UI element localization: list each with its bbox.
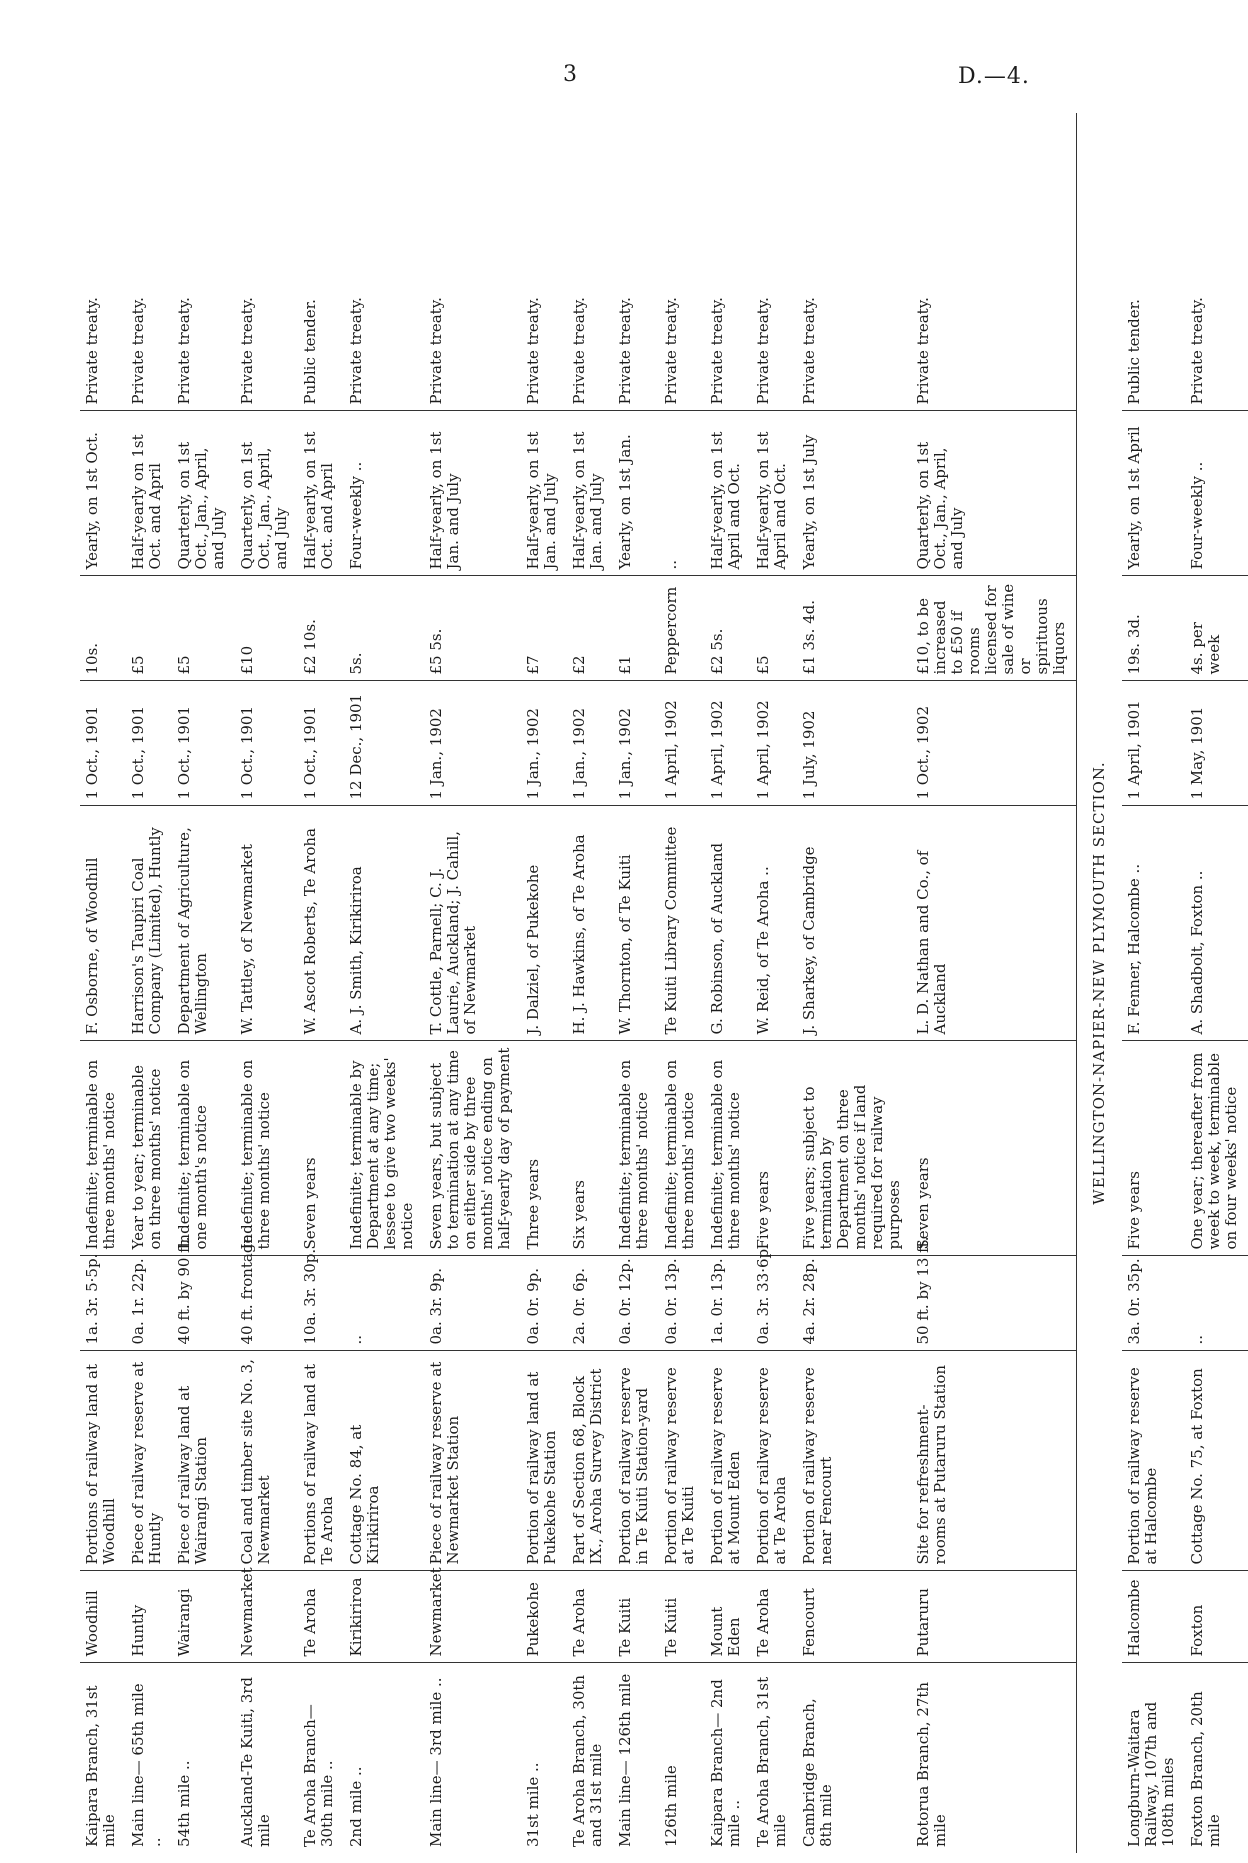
cell-how: Private treaty. bbox=[235, 113, 298, 411]
cell-rent: 4s. per week bbox=[1185, 576, 1248, 681]
cell-lessee: W. Thornton, of Te Kuiti bbox=[613, 806, 659, 1041]
cell-station: Halcombe bbox=[1122, 1571, 1185, 1663]
table-row bbox=[1122, 113, 1185, 1853]
cell-property: Piece of railway reserve at Newmarket Station bbox=[424, 1351, 521, 1571]
cell-rent: £5 bbox=[172, 576, 235, 681]
cell-area: .. bbox=[1185, 1256, 1248, 1351]
document-reference: D.—4. bbox=[958, 64, 1030, 89]
cell-date: 1 Jan., 1902 bbox=[613, 681, 659, 806]
cell-date: 1 April, 1902 bbox=[705, 681, 751, 806]
cell-location: Foxton Branch, 20th mile bbox=[1188, 1691, 1223, 1847]
cell-station: Mount Eden bbox=[705, 1571, 751, 1663]
cell-payable: Yearly, on 1st April bbox=[1122, 411, 1185, 576]
cell-station: Te Kuiti bbox=[613, 1571, 659, 1663]
rotated-table-wrapper bbox=[80, 113, 1240, 1853]
table-row bbox=[751, 113, 797, 1853]
cell-location: 2nd mile .. bbox=[347, 1766, 365, 1847]
cell-term: Indefinite; terminable on three months' notice bbox=[80, 1041, 126, 1256]
cell-property: Portion of railway reserve at Te Kuiti bbox=[659, 1351, 705, 1571]
cell-rent: £1 3s. 4d. bbox=[797, 576, 911, 681]
cell-how: Private treaty. bbox=[424, 113, 521, 411]
cell-lessee: A. Shadbolt, Foxton .. bbox=[1185, 806, 1248, 1041]
cell-area: 1a. 3r. 5·5p. bbox=[80, 1256, 126, 1351]
cell-lessee: H. J. Hawkins, of Te Aroha bbox=[567, 806, 613, 1041]
cell-term: Indefinite; terminable on one month's notice bbox=[172, 1041, 235, 1256]
cell-payable: Yearly, on 1st Oct. bbox=[80, 411, 126, 576]
cell-location: Te Aroha Branch, 31st mile bbox=[754, 1676, 789, 1847]
cell-term: Five years bbox=[751, 1041, 797, 1256]
cell-rent: 5s. bbox=[344, 576, 424, 681]
cell-how: Public tender. bbox=[1122, 113, 1185, 411]
cell-how: Private treaty. bbox=[521, 113, 567, 411]
cell-location: Cambridge Branch, 8th mile bbox=[800, 1698, 835, 1847]
cell-lessee: W. Ascot Roberts, Te Aroha bbox=[298, 806, 344, 1041]
cell-payable: Half-yearly, on 1st Jan. and July bbox=[567, 411, 613, 576]
cell-payable: Half-yearly, on 1st Oct. and April bbox=[298, 411, 344, 576]
cell-area: 3a. 0r. 35p. bbox=[1122, 1256, 1185, 1351]
cell-term: Five years; subject to termination by Department on three months' notice if land required for railway purposes bbox=[797, 1041, 911, 1256]
cell-rent: £5 5s. bbox=[424, 576, 521, 681]
cell-how: Private treaty. bbox=[80, 113, 126, 411]
cell-date: 1 April, 1901 bbox=[1122, 681, 1185, 806]
cell-area: 0a. 3r. 33·6p. bbox=[751, 1256, 797, 1351]
cell-station: Te Aroha bbox=[298, 1571, 344, 1663]
cell-location: Kaipara Branch— 2nd mile .. bbox=[708, 1679, 743, 1847]
cell-area: 0a. 1r. 22p. bbox=[126, 1256, 172, 1351]
cell-area: 10a. 3r. 30p. bbox=[298, 1256, 344, 1351]
cell-property: Portion of railway reserve at Halcombe bbox=[1122, 1351, 1185, 1571]
cell-rent: £2 bbox=[567, 576, 613, 681]
cell-station: Newmarket bbox=[235, 1571, 298, 1663]
table-row bbox=[613, 113, 659, 1853]
cell-rent: 19s. 3d. bbox=[1122, 576, 1185, 681]
table-body-auckland bbox=[80, 113, 1077, 1853]
table-row bbox=[298, 113, 344, 1853]
cell-location: Te Aroha Branch, 30th and 31st mile bbox=[570, 1674, 605, 1847]
cell-date: 1 May, 1901 bbox=[1185, 681, 1248, 806]
cell-lessee: T. Cottle, Parnell; C. J. Laurie, Auckland; J. Cahill, of Newmarket bbox=[424, 806, 521, 1041]
cell-area: 0a. 3r. 9p. bbox=[424, 1256, 521, 1351]
cell-area: 2a. 0r. 6p. bbox=[567, 1256, 613, 1351]
cell-term: Five years bbox=[1122, 1041, 1185, 1256]
cell-station: Newmarket bbox=[424, 1571, 521, 1663]
cell-property: Site for refreshment-rooms at Putaruru Station bbox=[911, 1351, 1077, 1571]
cell-how: Private treaty. bbox=[613, 113, 659, 411]
cell-location: Te Aroha Branch— 30th mile .. bbox=[301, 1704, 336, 1847]
cell-how: Private treaty. bbox=[911, 113, 1077, 411]
cell-property: Coal and timber site No. 3, Newmarket bbox=[235, 1351, 298, 1571]
cell-payable: Half-yearly, on 1st April and Oct. bbox=[705, 411, 751, 576]
cell-location: 54th mile .. bbox=[175, 1760, 193, 1847]
cell-property: Portions of railway land at Woodhill bbox=[80, 1351, 126, 1571]
table-row bbox=[172, 113, 235, 1853]
cell-term: Indefinite; terminable on three months' notice bbox=[705, 1041, 751, 1256]
cell-location: 31st mile .. bbox=[524, 1762, 542, 1847]
cell-date: 1 Oct., 1902 bbox=[911, 681, 1077, 806]
cell-location: 126th mile bbox=[662, 1765, 680, 1847]
cell-how: Private treaty. bbox=[705, 113, 751, 411]
cell-term: Three years bbox=[521, 1041, 567, 1256]
cell-lessee: Department of Agriculture, Wellington bbox=[172, 806, 235, 1041]
cell-how: Private treaty. bbox=[751, 113, 797, 411]
cell-location: Auckland-Te Kuiti, 3rd mile bbox=[238, 1676, 273, 1847]
section-heading: WELLINGTON-NAPIER-NEW PLYMOUTH SECTION. bbox=[1077, 113, 1123, 1853]
cell-property: Portion of railway reserve at Te Aroha bbox=[751, 1351, 797, 1571]
cell-date: 1 April, 1902 bbox=[659, 681, 705, 806]
cell-how: Private treaty. bbox=[659, 113, 705, 411]
cell-property: Portion of railway reserve in Te Kuiti Station-yard bbox=[613, 1351, 659, 1571]
cell-area: 0a. 0r. 13p. bbox=[659, 1256, 705, 1351]
cell-date: 1 Jan., 1902 bbox=[521, 681, 567, 806]
cell-how: Private treaty. bbox=[172, 113, 235, 411]
cell-date: 1 April, 1902 bbox=[751, 681, 797, 806]
cell-area: 1a. 0r. 13p. bbox=[705, 1256, 751, 1351]
cell-station: Woodhill bbox=[80, 1571, 126, 1663]
cell-payable: Four-weekly .. bbox=[1185, 411, 1248, 576]
cell-how: Private treaty. bbox=[126, 113, 172, 411]
cell-area: 4a. 2r. 28p. bbox=[797, 1256, 911, 1351]
cell-lessee: W. Reid, of Te Aroha .. bbox=[751, 806, 797, 1041]
cell-property: Portion of railway land at Pukekohe Station bbox=[521, 1351, 567, 1571]
cell-rent: £5 bbox=[126, 576, 172, 681]
table-row bbox=[126, 113, 172, 1853]
cell-rent: £7 bbox=[521, 576, 567, 681]
table-row bbox=[424, 113, 521, 1853]
cell-term: Indefinite; terminable on three months' notice bbox=[613, 1041, 659, 1256]
table-row bbox=[521, 113, 567, 1853]
cell-payable: Half-yearly on 1st Oct. and April bbox=[126, 411, 172, 576]
table-row bbox=[1185, 113, 1248, 1853]
cell-station: Te Aroha bbox=[751, 1571, 797, 1663]
cell-term: Six years bbox=[567, 1041, 613, 1256]
cell-location: Longburn-Waitara Railway, 107th and 108th miles bbox=[1125, 1701, 1177, 1847]
cell-area: 40 ft. frontage bbox=[235, 1256, 298, 1351]
cell-station: Te Kuiti bbox=[659, 1571, 705, 1663]
cell-payable: Half-yearly, on 1st April and Oct. bbox=[751, 411, 797, 576]
cell-lessee: J. Sharkey, of Cambridge bbox=[797, 806, 911, 1041]
cell-rent: £1 bbox=[613, 576, 659, 681]
cell-lessee: L. D. Nathan and Co., of Auckland bbox=[911, 806, 1077, 1041]
cell-payable: Quarterly, on 1st Oct., Jan., April, and July bbox=[911, 411, 1077, 576]
cell-station: Putaruru bbox=[911, 1571, 1077, 1663]
cell-rent: 10s. bbox=[80, 576, 126, 681]
cell-station: Foxton bbox=[1185, 1571, 1248, 1663]
cell-location: Main line— 65th mile .. bbox=[129, 1683, 164, 1847]
table-row bbox=[911, 113, 1077, 1853]
cell-property: Part of Section 68, Block IX., Aroha Survey District bbox=[567, 1351, 613, 1571]
cell-date: 1 Oct., 1901 bbox=[80, 681, 126, 806]
cell-station: Pukekohe bbox=[521, 1571, 567, 1663]
cell-date: 1 Jan., 1902 bbox=[567, 681, 613, 806]
cell-payable: Yearly, on 1st July bbox=[797, 411, 911, 576]
cell-date: 12 Dec., 1901 bbox=[344, 681, 424, 806]
cell-payable: Half-yearly, on 1st Jan. and July bbox=[521, 411, 567, 576]
table-row bbox=[235, 113, 298, 1853]
cell-date: 1 Oct., 1901 bbox=[235, 681, 298, 806]
section-heading-group bbox=[1077, 113, 1123, 1853]
leases-table bbox=[80, 113, 1248, 1853]
cell-date: 1 Oct., 1901 bbox=[172, 681, 235, 806]
cell-term: Year to year; terminable on three months' notice bbox=[126, 1041, 172, 1256]
cell-area: 0a. 0r. 12p. bbox=[613, 1256, 659, 1351]
cell-rent: Peppercorn bbox=[659, 576, 705, 681]
cell-lessee: G. Robinson, of Auckland bbox=[705, 806, 751, 1041]
cell-payable: Four-weekly .. bbox=[344, 411, 424, 576]
cell-how: Private treaty. bbox=[1185, 113, 1248, 411]
table-row bbox=[659, 113, 705, 1853]
table-row bbox=[80, 113, 126, 1853]
cell-area: .. bbox=[344, 1256, 424, 1351]
cell-date: 1 Oct., 1901 bbox=[126, 681, 172, 806]
cell-term: Indefinite; terminable on three months' notice bbox=[659, 1041, 705, 1256]
cell-property: Cottage No. 84, at Kirikiriroa bbox=[344, 1351, 424, 1571]
table-row bbox=[797, 113, 911, 1853]
cell-area: 40 ft. by 90 ft. bbox=[172, 1256, 235, 1351]
cell-rent: £10 bbox=[235, 576, 298, 681]
cell-term: Indefinite; terminable on three months' notice bbox=[235, 1041, 298, 1256]
cell-date: 1 Jan., 1902 bbox=[424, 681, 521, 806]
cell-property: Piece of railway land at Wairangi Station bbox=[172, 1351, 235, 1571]
cell-term: One year; thereafter from week to week, terminable on four weeks' notice bbox=[1185, 1041, 1248, 1256]
cell-term: Seven years bbox=[911, 1041, 1077, 1256]
cell-lessee: J. Dalziel, of Pukekohe bbox=[521, 806, 567, 1041]
cell-location: Kaipara Branch, 31st mile bbox=[83, 1685, 118, 1847]
cell-property: Portion of railway reserve near Fencourt bbox=[797, 1351, 911, 1571]
cell-property: Piece of railway reserve at Huntly bbox=[126, 1351, 172, 1571]
cell-rent: £2 10s. bbox=[298, 576, 344, 681]
cell-station: Te Aroha bbox=[567, 1571, 613, 1663]
cell-lessee: W. Tattley, of Newmarket bbox=[235, 806, 298, 1041]
cell-payable: Yearly, on 1st Jan. bbox=[613, 411, 659, 576]
cell-payable: Quarterly, on 1st Oct., Jan., April, and July bbox=[172, 411, 235, 576]
cell-term: Seven years bbox=[298, 1041, 344, 1256]
cell-property: Portion of railway reserve at Mount Eden bbox=[705, 1351, 751, 1571]
cell-how: Private treaty. bbox=[797, 113, 911, 411]
table-row bbox=[705, 113, 751, 1853]
cell-area: 50 ft. by 13 ft. bbox=[911, 1256, 1077, 1351]
cell-station: Huntly bbox=[126, 1571, 172, 1663]
cell-rent: £10, to be increased to £50 if rooms licensed for sale of wine or spirituous liquors bbox=[911, 576, 1077, 681]
cell-how: Private treaty. bbox=[567, 113, 613, 411]
cell-payable: .. bbox=[659, 411, 705, 576]
cell-location: Rotorua Branch, 27th mile bbox=[914, 1681, 949, 1847]
cell-area: 0a. 0r. 9p. bbox=[521, 1256, 567, 1351]
cell-payable: Quarterly, on 1st Oct., Jan., April, and July bbox=[235, 411, 298, 576]
cell-rent: £2 5s. bbox=[705, 576, 751, 681]
cell-lessee: F. Fenner, Halcombe .. bbox=[1122, 806, 1185, 1041]
cell-location: Main line— 126th mile bbox=[616, 1673, 634, 1847]
cell-term: Seven years, but subject to termination at any time on either side by three months' notice ending on half-yearly day of payment bbox=[424, 1041, 521, 1256]
cell-station: Wairangi bbox=[172, 1571, 235, 1663]
cell-property: Portions of railway land at Te Aroha bbox=[298, 1351, 344, 1571]
cell-lessee: Harrison's Taupiri Coal Company (Limited), Huntly bbox=[126, 806, 172, 1041]
cell-lessee: F. Osborne, of Woodhill bbox=[80, 806, 126, 1041]
cell-lessee: Te Kuiti Library Committee bbox=[659, 806, 705, 1041]
cell-station: Fencourt bbox=[797, 1571, 911, 1663]
cell-station: Kirikiriroa bbox=[344, 1571, 424, 1663]
page-number: 3 bbox=[563, 62, 577, 87]
cell-property: Cottage No. 75, at Foxton bbox=[1185, 1351, 1248, 1571]
cell-payable: Half-yearly, on 1st Jan. and July bbox=[424, 411, 521, 576]
table-row bbox=[344, 113, 424, 1853]
cell-term: Indefinite; terminable by Department at any time; lessee to give two weeks' notice bbox=[344, 1041, 424, 1256]
cell-date: 1 Oct., 1901 bbox=[298, 681, 344, 806]
cell-date: 1 July, 1902 bbox=[797, 681, 911, 806]
cell-how: Public tender. bbox=[298, 113, 344, 411]
table-body-wellington bbox=[1122, 113, 1248, 1853]
cell-rent: £5 bbox=[751, 576, 797, 681]
cell-lessee: A. J. Smith, Kirikiriroa bbox=[344, 806, 424, 1041]
table-row bbox=[567, 113, 613, 1853]
cell-location: Main line— 3rd mile .. bbox=[427, 1677, 445, 1847]
cell-how: Private treaty. bbox=[344, 113, 424, 411]
